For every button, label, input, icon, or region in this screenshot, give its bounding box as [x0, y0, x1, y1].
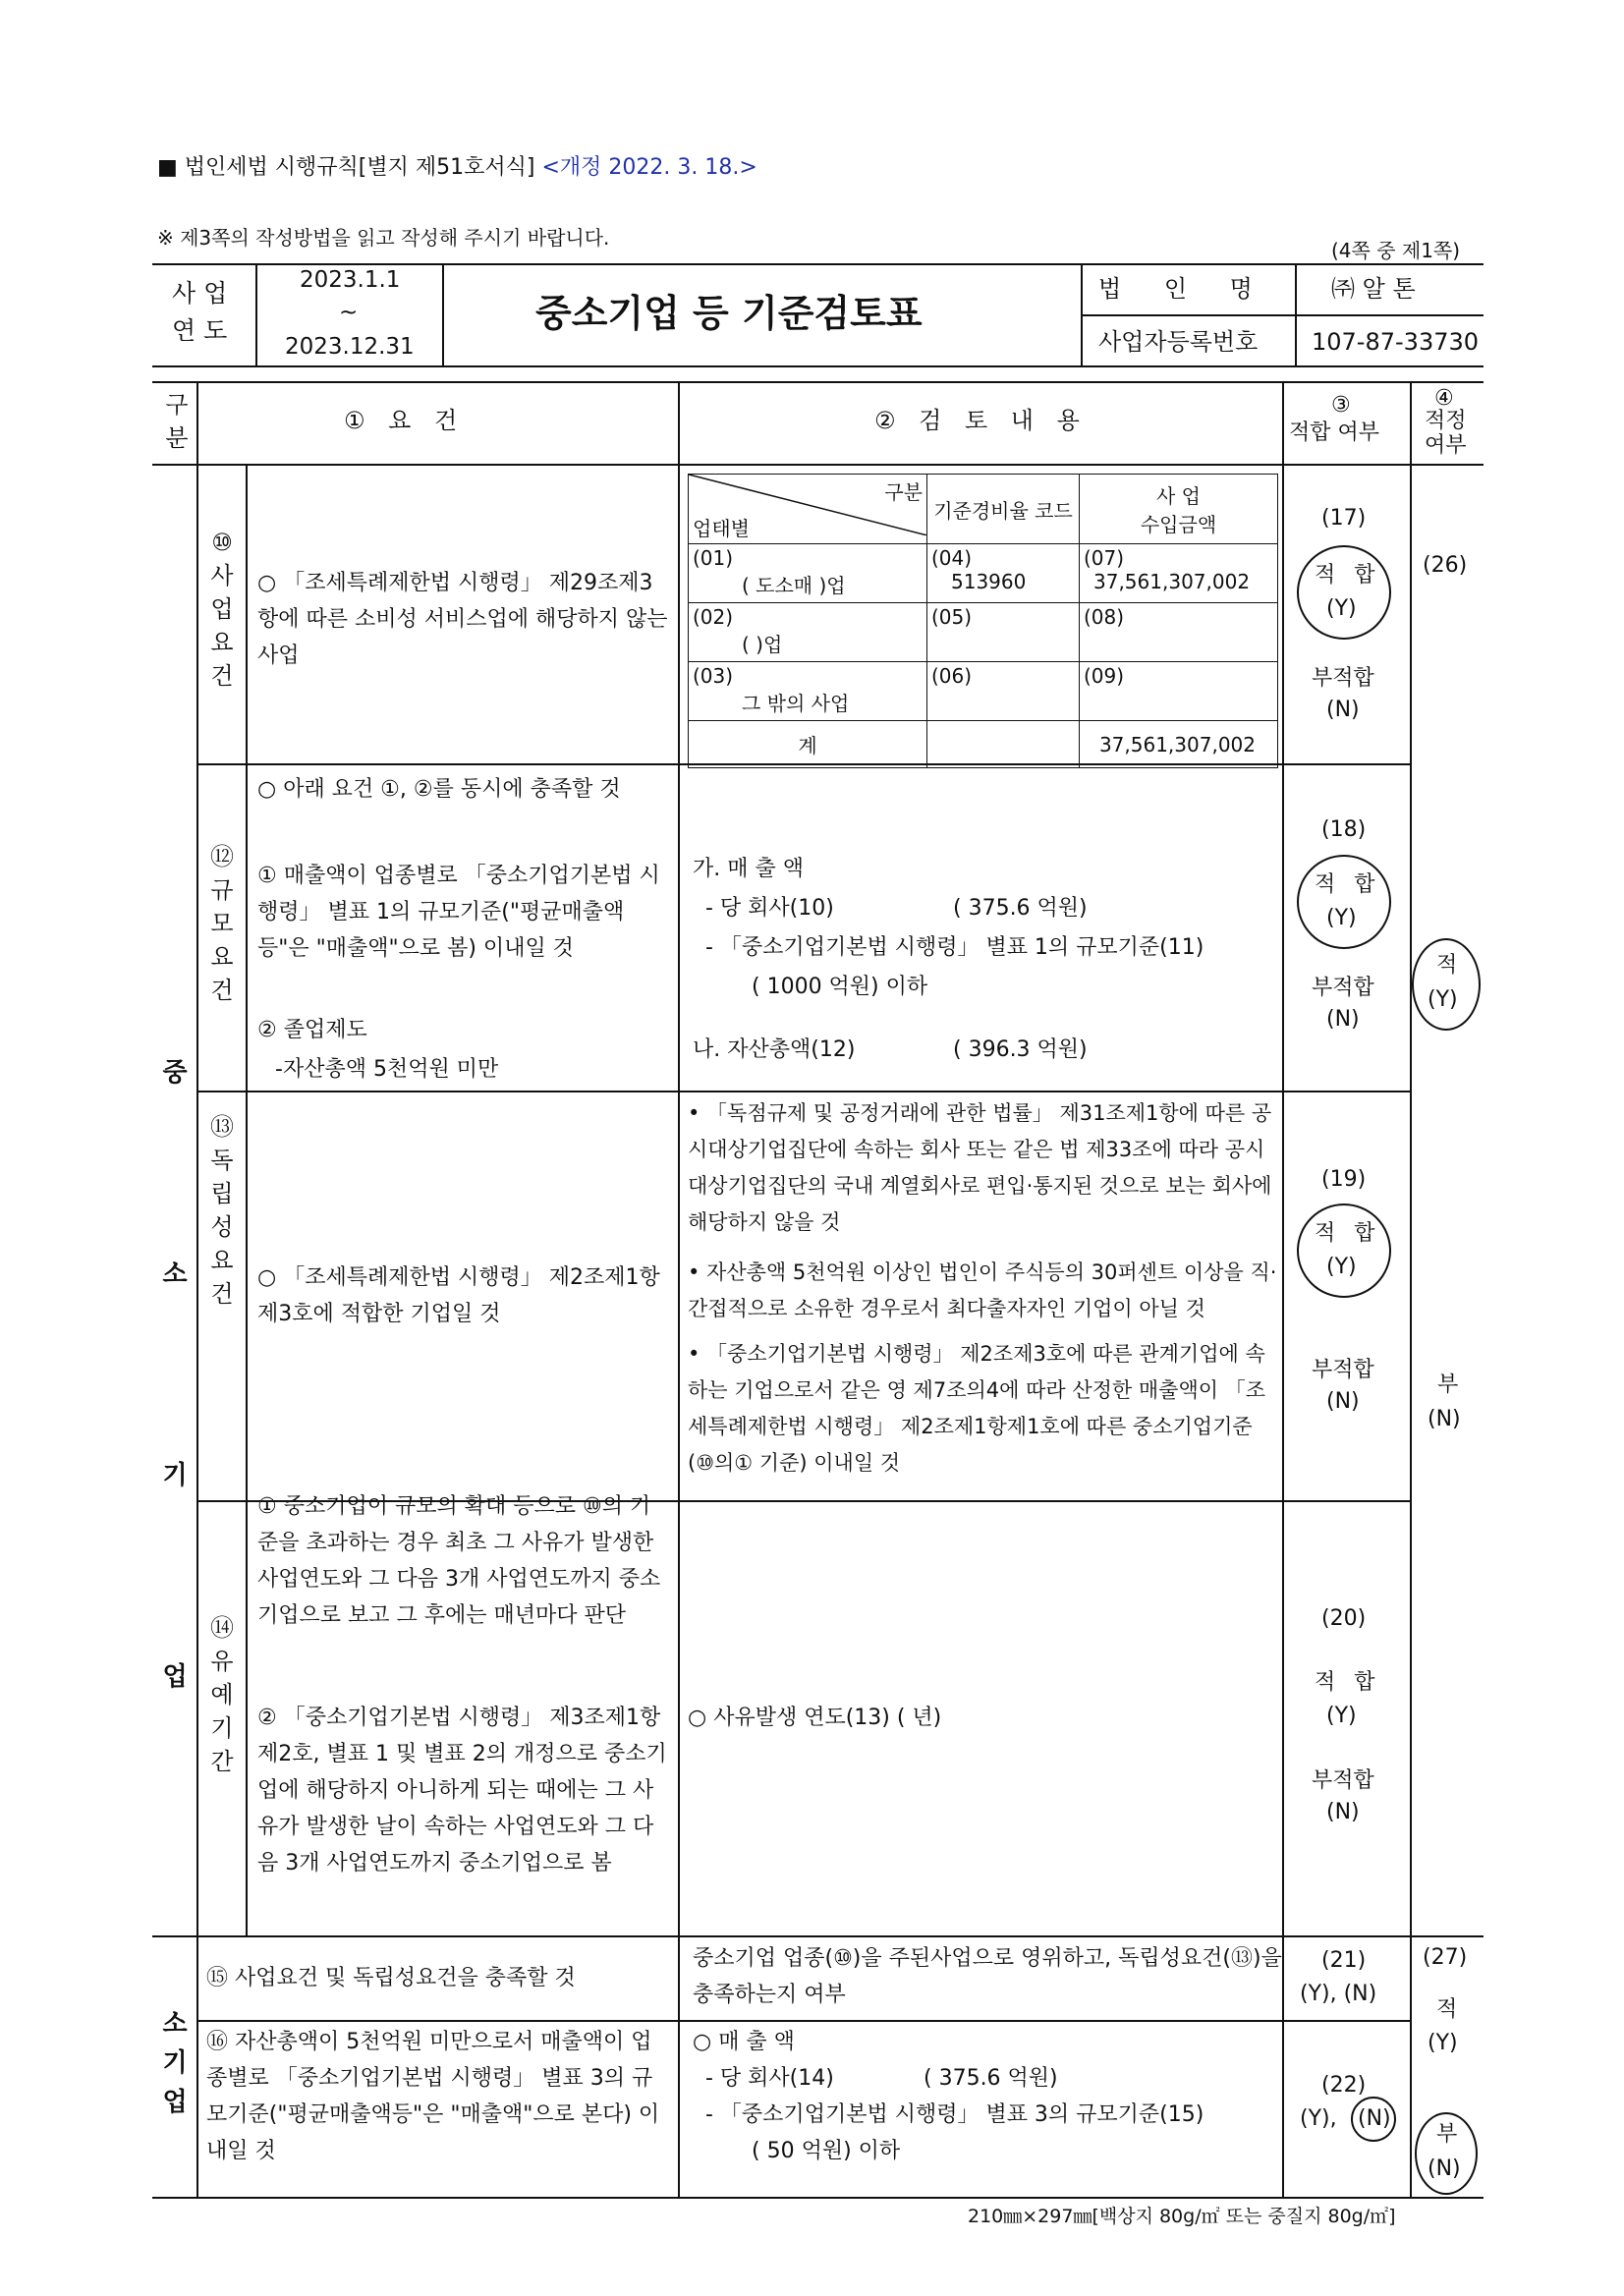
header-bottom-rule [152, 365, 1484, 367]
row106-rev-a1: - 당 회사(14) [705, 2066, 834, 2091]
corp-name: ㈜ 알 톤 [1331, 275, 1416, 303]
square-bullet-icon: ■ [157, 155, 178, 180]
year-label-2: 연 도 [172, 316, 228, 345]
row104-fit-yes: 적 합 [1315, 1670, 1381, 1695]
section-small: 소기업 [162, 2009, 188, 2117]
row101-unfit: 부적합 [1312, 666, 1374, 691]
row106-rev-a1-val: ( 375.6 억원) [924, 2066, 1058, 2091]
row103-fit-y: (Y) [1326, 1255, 1357, 1279]
row101-fit-number: (17) [1321, 506, 1367, 531]
page-title: 중소기업 등 기준검토표 [535, 292, 923, 335]
row101-requirement: ○ 「조세특례제한법 시행령」 제29조제3항에 따른 소비성 서비스업에 해당하지 않는 사업 [257, 571, 668, 668]
col-final-2: 여부 [1425, 433, 1467, 458]
row106-fit-number: (22) [1321, 2073, 1367, 2098]
row102-fit-yes: 적 합 [1315, 872, 1381, 897]
row101-unfit-n: (N) [1326, 698, 1360, 722]
form-reference [157, 155, 757, 181]
row104-fit-y: (Y) [1326, 1704, 1357, 1728]
row103-final-mark: 부 [1437, 1372, 1459, 1397]
r2-no: (02) [693, 605, 734, 629]
row103-unfit-n: (N) [1326, 1389, 1360, 1414]
r3-no: (03) [693, 664, 734, 688]
col-final-number: ④ [1434, 386, 1454, 411]
row105-fit-number: (21) [1321, 1948, 1367, 1973]
row105-fit-yn: (Y), (N) [1300, 1982, 1377, 2006]
r1-name: ( 도소매 )업 [742, 574, 846, 597]
row103-rev-3: • 「중소기업기본법 시행령」 제2조제3호에 따른 관계기업에 속하는 기업으로서 같은 영 제7조의4에 따라 산정한 매출액이 「조세특례제한법 시행령」 제2조제1항제1호에 따른 중소기업기준(⑩의① 기준) 이내일 것 [688, 1342, 1265, 1475]
row102-rev-a1-val: ( 375.6 억원) [953, 896, 1088, 921]
total-label: 계 [689, 721, 927, 768]
instruction-note: ※ 제3쪽의 작성방법을 읽고 작성해 주시기 바랍니다. [157, 226, 610, 250]
row103-fit-circle [1297, 1204, 1391, 1298]
r3-code-no: (06) [931, 664, 973, 688]
biz-type-table [688, 474, 1277, 758]
row101-label: ⑩사업요건 [210, 529, 234, 690]
section-sme: 중소기업 [162, 1058, 188, 1692]
row102-rev-a2-val: ( 1000 억원) 이하 [752, 975, 928, 999]
hdr-code: 기준경비율 코드 [927, 475, 1080, 544]
col-gubun: 구분 [165, 391, 189, 452]
row101-fit-y: (Y) [1326, 596, 1357, 621]
row102-req-intro: ○ 아래 요건 ①, ②를 동시에 충족할 것 [257, 777, 621, 802]
r3-name: 그 밖의 사업 [742, 692, 850, 715]
col-fit: 적합 여부 [1289, 420, 1380, 445]
row102-unfit: 부적합 [1312, 976, 1374, 1000]
r2-amt-no: (08) [1084, 605, 1125, 629]
row102-fit-y: (Y) [1326, 906, 1357, 930]
row104-unfit: 부적합 [1312, 1768, 1374, 1793]
r1-no: (01) [693, 546, 734, 570]
row102-rev-a1: - 당 회사(10) [705, 896, 834, 921]
hdr-biz-type: 업태별 [693, 517, 750, 540]
row102-rev-a2: - 「중소기업기본법 시행령」 별표 1의 규모기준(11) [705, 935, 1204, 960]
hdr-gubun: 구분 [884, 480, 923, 504]
row101-fit-circle [1297, 545, 1391, 640]
row105-review: 중소기업 업종(⑩)을 주된사업으로 영위하고, 독립성요건(⑬)을 충족하는지 여부 [693, 1946, 1282, 2007]
col-final-1: 적정 [1425, 409, 1467, 433]
row106-rev-a: ○ 매 출 액 [693, 2030, 795, 2054]
period-end: 2023.12.31 [285, 334, 415, 360]
r1-amount: 37,561,307,002 [1093, 570, 1251, 593]
col-requirement: ① 요 건 [344, 407, 466, 434]
row102-final-y: (Y) [1428, 987, 1458, 1012]
row102-req-1: ① 매출액이 업종별로 「중소기업기본법 시행령」 별표 1의 규모기준("평균매출액등"은 "매출액"으로 봄) 이내일 것 [257, 864, 660, 961]
r2-name: ( )업 [742, 633, 783, 656]
row105-requirement: ⑮ 사업요건 및 독립성요건을 충족할 것 [206, 1966, 576, 1990]
row102-rev-a: 가. 매 출 액 [693, 857, 804, 881]
row103-unfit: 부적합 [1312, 1358, 1374, 1382]
row104-req-2: ② 「중소기업기본법 시행령」 제3조제1항제2호, 별표 1 및 별표 2의 개정으로 중소기업에 해당하지 아니하게 되는 때에는 그 사유가 발생한 날이 속하는 사업연도와 그 다음 3개 사업연도까지 중소기업으로 봄 [257, 1706, 667, 1876]
row102-rev-b: 나. 자산총액(12) [693, 1037, 856, 1062]
row102-rev-b-val: ( 396.3 억원) [953, 1037, 1088, 1062]
r3-amt-no: (09) [1084, 664, 1125, 688]
row104-unfit-n: (N) [1326, 1800, 1360, 1824]
row101-final-number: (26) [1423, 553, 1468, 578]
col-fit-number: ③ [1331, 393, 1351, 418]
row104-fit-number: (20) [1321, 1606, 1367, 1631]
row102-req-2b: -자산총액 5천억원 미만 [275, 1057, 499, 1082]
row102-unfit-n: (N) [1326, 1007, 1360, 1032]
row102-fit-number: (18) [1321, 817, 1367, 842]
year-label-1: 사 업 [172, 279, 228, 308]
row104-review: ○ 사유발생 연도(13) ( 년) [688, 1706, 942, 1730]
r1-amt-no: (07) [1084, 546, 1125, 570]
row103-fit-yes: 적 합 [1315, 1221, 1381, 1246]
page-number: (4쪽 중 제1쪽) [1331, 239, 1461, 262]
row106-rev-a2: - 「중소기업기본법 시행령」 별표 3의 규모기준(15) [705, 2102, 1204, 2127]
biz-no-label: 사업자등록번호 [1098, 328, 1259, 356]
hdr-revenue-1: 사 업 [1156, 484, 1201, 508]
corp-name-label: 법 인 명 [1098, 275, 1270, 303]
row102-label: ⑫규모요건 [210, 843, 234, 1004]
row103-rev-2: • 자산총액 5천억원 이상인 법인이 주식등의 30퍼센트 이상을 직·간접적으로 소유한 경우로서 최다출자자인 기업이 아닐 것 [688, 1260, 1277, 1320]
row103-label: ⑬독립성요건 [210, 1113, 234, 1308]
revision-text: <개정 2022. 3. 18.> [541, 155, 757, 180]
row103-requirement: ○ 「조세특례제한법 시행령」 제2조제1항제3호에 적합한 기업일 것 [257, 1265, 660, 1326]
total-amount: 37,561,307,002 [1080, 721, 1278, 768]
biz-no: 107-87-33730 [1312, 328, 1480, 356]
r2-code-no: (05) [931, 605, 973, 629]
row105-final-y: (Y) [1428, 2031, 1458, 2055]
hdr-revenue-2: 수입금액 [1140, 513, 1217, 536]
row103-rev-1: • 「독점규제 및 공정거래에 관한 법률」 제31조제1항에 따른 공시대상기업집단에 속하는 회사 또는 같은 법 제33조에 따라 공시대상기업집단의 국내 계열회사로 편입·통지된 것으로 보는 회사에 해당하지 않을 것 [688, 1101, 1272, 1234]
col-review: ② 검 토 내 용 [874, 407, 1088, 434]
row105-final-number: (27) [1423, 1945, 1468, 1970]
form-ref-text: 법인세법 시행규칙[별지 제51호서식] [184, 155, 535, 180]
row102-final-mark: 적 [1436, 953, 1458, 978]
row101-fit-yes: 적 합 [1315, 563, 1381, 588]
paper-spec-footer: 210㎜×297㎜[백상지 80g/㎡ 또는 중질지 80g/㎡] [968, 2206, 1396, 2227]
row105-final-mark: 적 [1436, 1997, 1458, 2022]
row103-fit-number: (19) [1321, 1167, 1367, 1192]
row104-req-1: ① 중소기업이 규모의 확대 등으로 ⑩의 기준을 초과하는 경우 최초 그 사유가 발생한 사업연도와 그 다음 3개 사업연도까지 중소기업으로 보고 그 후에는 매년마다 판단 [257, 1494, 661, 1628]
row106-fit-y: (Y), [1300, 2106, 1337, 2131]
period-separator: ~ [339, 300, 359, 325]
row106-final-n: (N) [1428, 2156, 1461, 2181]
row106-rev-a2-val: ( 50 억원) 이하 [752, 2139, 901, 2163]
row103-final-n: (N) [1428, 1407, 1461, 1431]
row106-requirement: ⑯ 자산총액이 5천억원 미만으로서 매출액이 업종별로 「중소기업기본법 시행령」 별표 3의 규모기준("평균매출액등"은 "매출액"으로 본다) 이내일 것 [206, 2030, 660, 2163]
row104-label: ⑭유예기간 [210, 1614, 234, 1775]
r1-code-no: (04) [931, 546, 973, 570]
r1-code: 513960 [951, 570, 1027, 593]
row106-fit-n: (N) [1358, 2106, 1391, 2131]
header-top-rule [152, 263, 1484, 265]
row102-req-2: ② 졸업제도 [257, 1018, 367, 1042]
period-start: 2023.1.1 [300, 267, 401, 293]
row102-fit-circle [1297, 855, 1391, 949]
row106-final-mark: 부 [1436, 2122, 1458, 2147]
